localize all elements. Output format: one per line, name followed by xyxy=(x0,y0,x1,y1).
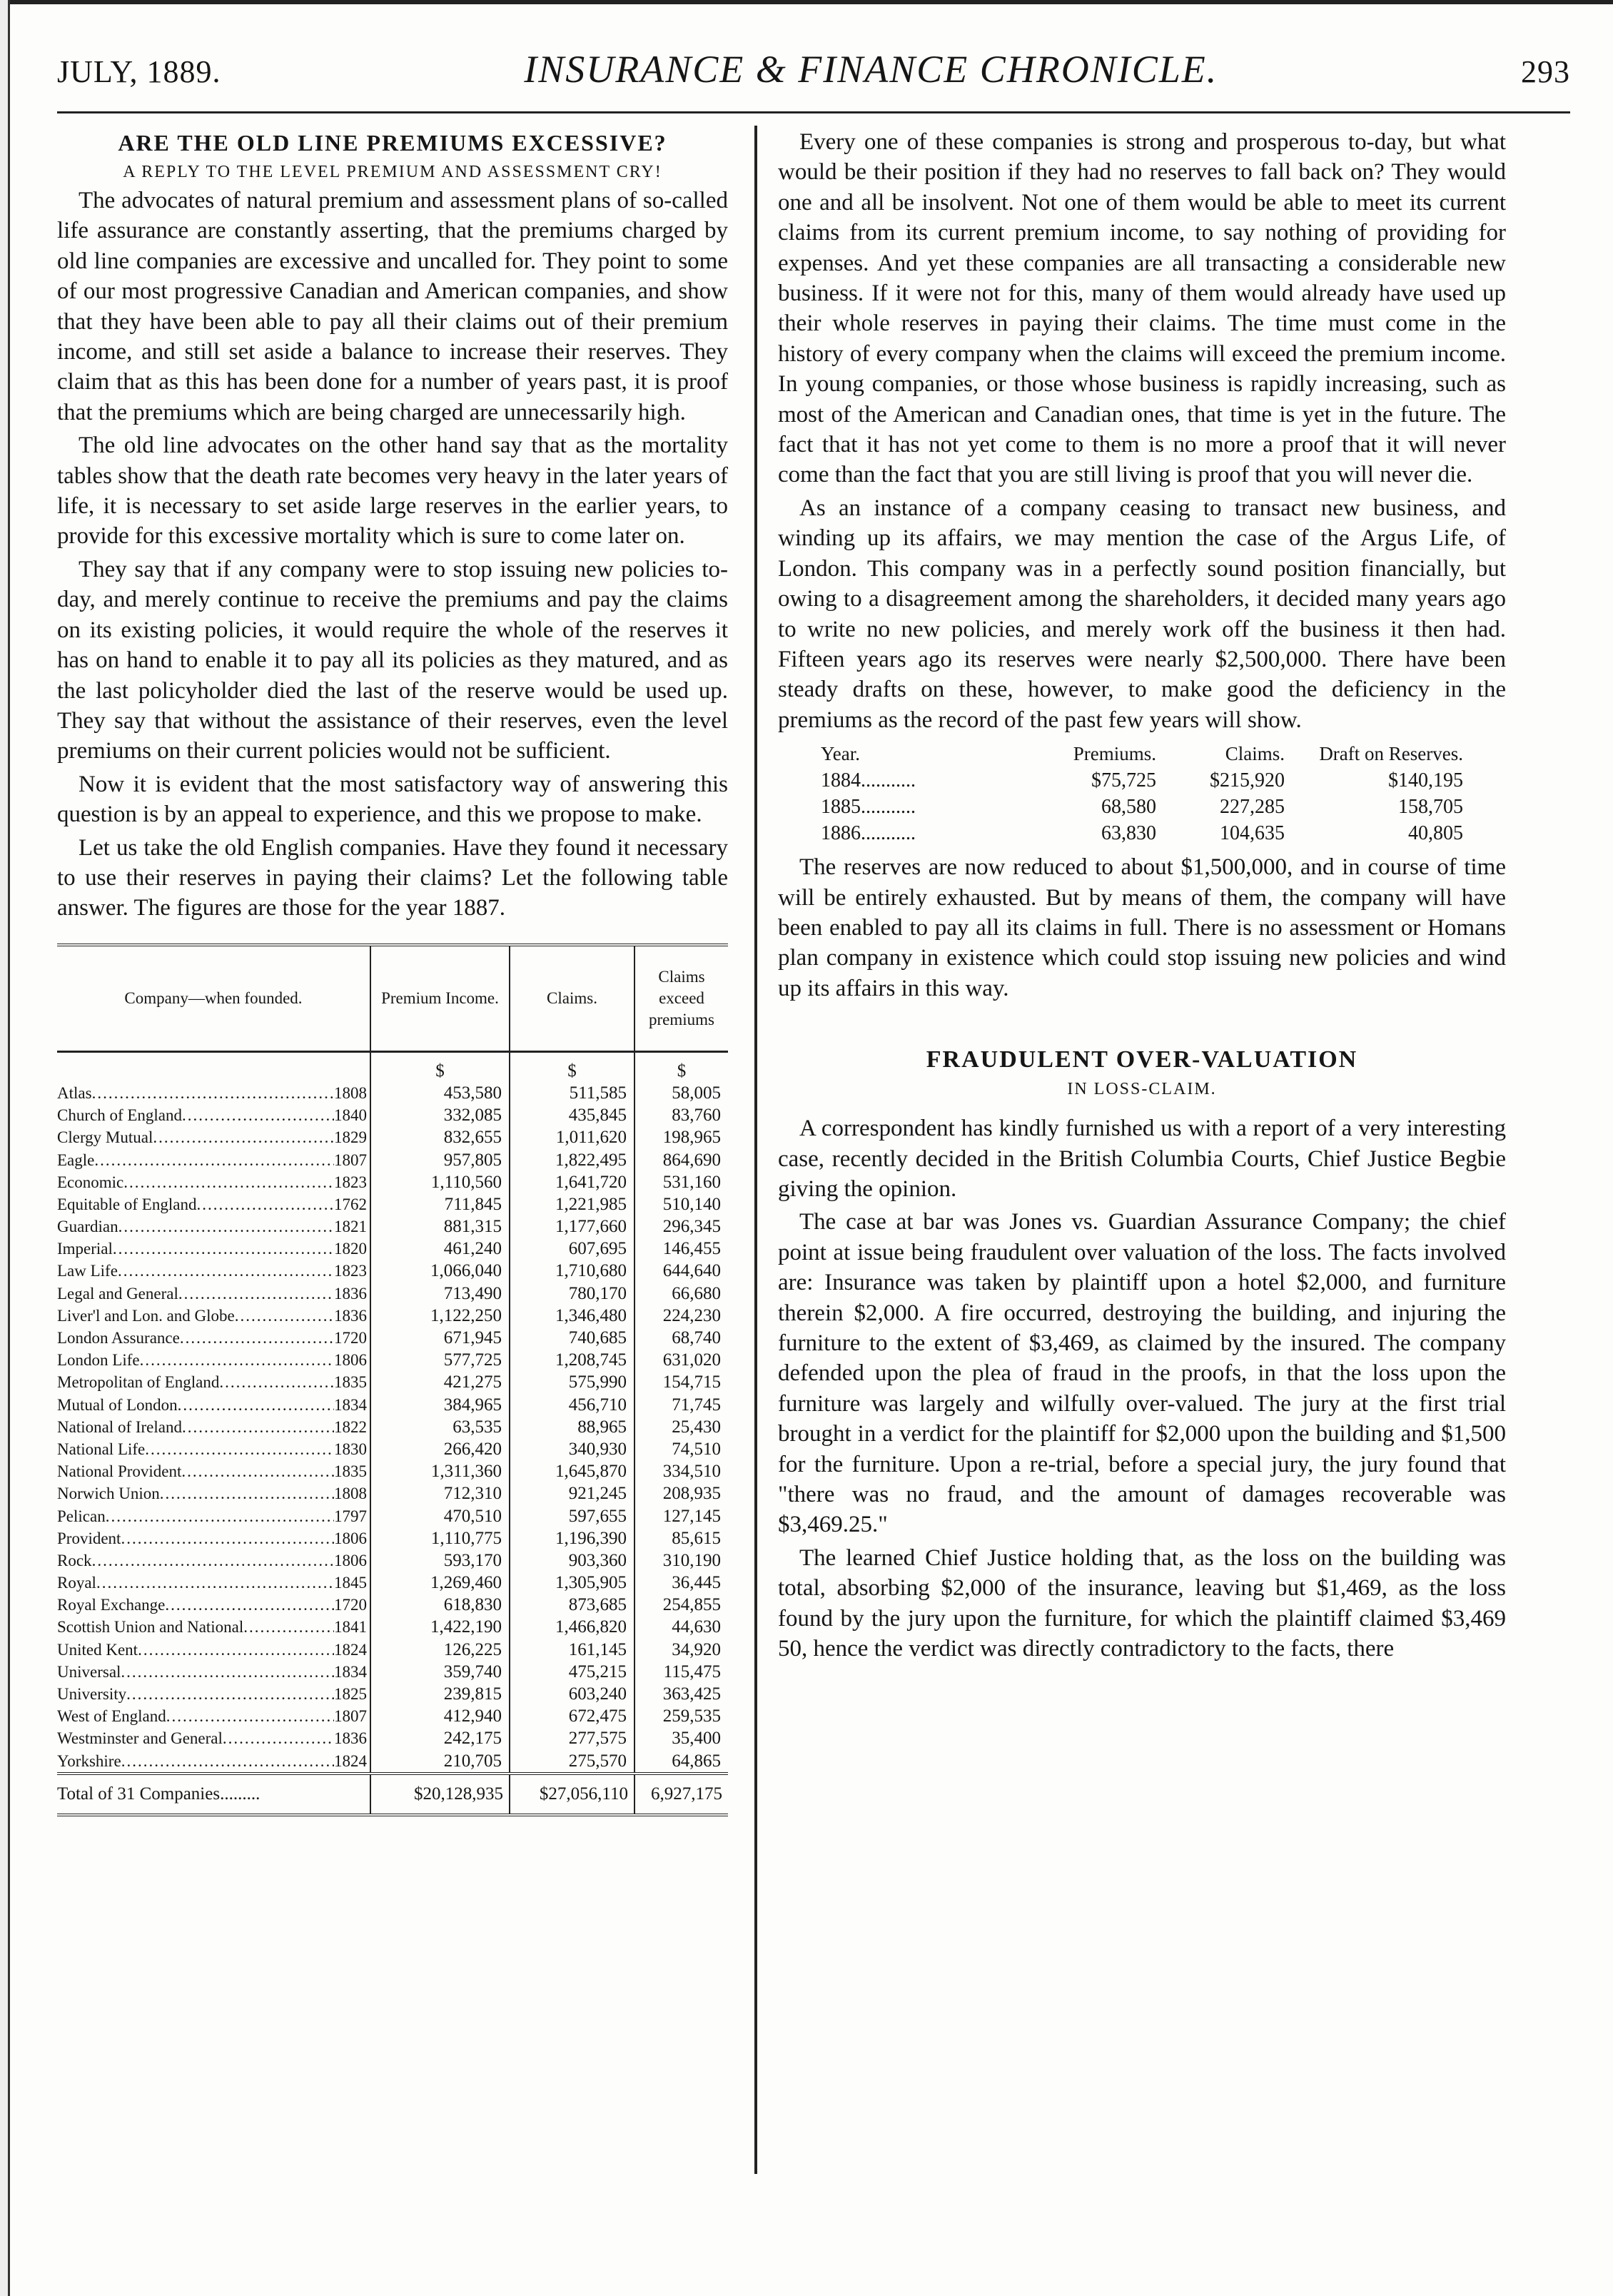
table-cell-claims: 740,685 xyxy=(568,1328,627,1347)
table-cell-claims: 475,215 xyxy=(568,1662,627,1681)
table-cell-claims: 1,822,495 xyxy=(555,1150,627,1170)
table-cell-premium: 1,269,460 xyxy=(430,1573,502,1593)
article-headline: ARE THE OLD LINE PREMIUMS EXCESSIVE? xyxy=(118,130,667,156)
company-name: Mutual of London xyxy=(57,1395,178,1414)
leader-dots xyxy=(235,1305,334,1327)
company-founded-year: 1821 xyxy=(334,1218,367,1236)
table-cell-claims: 607,695 xyxy=(568,1239,627,1259)
publication-title: INSURANCE & FINANCE CHRONICLE. xyxy=(524,48,1218,91)
table-cell-premium: 242,175 xyxy=(443,1729,502,1749)
table-cell-excess: 85,615 xyxy=(672,1528,721,1548)
company-founded-year: 1836 xyxy=(334,1306,367,1325)
leader-dots xyxy=(118,1215,334,1238)
table-row-company xyxy=(57,1305,370,1327)
company-name: Church of England xyxy=(57,1106,183,1125)
table-cell-claims: 597,655 xyxy=(568,1506,627,1526)
argus-header-row xyxy=(821,741,1463,767)
table-row-company xyxy=(57,1705,370,1727)
table-cell-excess: 254,855 xyxy=(662,1595,721,1615)
leader-dots xyxy=(121,1527,334,1549)
table-row-company xyxy=(57,1082,370,1104)
argus-year: 1886........... xyxy=(821,822,916,845)
leader-dots xyxy=(182,1416,334,1438)
table-row-company xyxy=(57,1394,370,1416)
table-cell-premium: 239,815 xyxy=(443,1684,502,1704)
table-cell-claims: 672,475 xyxy=(568,1706,627,1726)
table-cell-claims: 903,360 xyxy=(568,1550,627,1570)
table-cell-claims: 1,221,985 xyxy=(555,1194,627,1214)
total-claims: $27,056,110 xyxy=(510,1775,635,1814)
table-cell-excess: 35,400 xyxy=(672,1729,721,1749)
table-cell-premium: 461,240 xyxy=(443,1239,502,1259)
company-founded-year: 1807 xyxy=(334,1150,367,1169)
company-name: Universal xyxy=(57,1662,121,1681)
company-founded-year: 1762 xyxy=(334,1195,367,1213)
table-row-company xyxy=(57,1349,370,1371)
table-row-company xyxy=(57,1482,370,1504)
total-label: Total of 31 Companies......... xyxy=(57,1775,371,1814)
leader-dots xyxy=(178,1394,334,1416)
leader-dots xyxy=(145,1438,334,1460)
company-name: Scottish Union and National xyxy=(57,1618,244,1637)
table-cell-premium: 384,965 xyxy=(443,1395,502,1415)
leader-dots xyxy=(96,1572,334,1594)
table-row-company xyxy=(57,1283,370,1305)
table-cell-excess: 146,455 xyxy=(662,1239,721,1259)
company-founded-year: 1825 xyxy=(334,1685,367,1703)
total-premium: $20,128,935 xyxy=(371,1775,510,1814)
table-cell-excess: 25,430 xyxy=(672,1417,721,1437)
table-cell-claims: 277,575 xyxy=(568,1729,627,1749)
table-row-company xyxy=(57,1460,370,1482)
argus-table xyxy=(821,741,1463,846)
company-founded-year: 1807 xyxy=(334,1707,367,1726)
claims-currency: $ xyxy=(567,1061,577,1081)
article-paragraph: As an instance of a company ceasing to transact new business, and winding up its affairs, we may mention the case of the Argus Life, of London. This company was in a perfectly sound position financially, but owing to a disagreement among the shareholders, it decided many years ago to write no new policies, and merely work off the business it then had. Fifteen years ago its reserves were nearly $2,500,000. There have been steady drafts on these, however, to make good the deficiency in the premiums as the record of the past few years will show. xyxy=(778,495,1506,733)
table-row-company xyxy=(57,1594,370,1616)
argus-premiums: $75,725 xyxy=(1091,769,1156,792)
table-cell-claims: 456,710 xyxy=(568,1395,627,1415)
company-name: London Assurance xyxy=(57,1329,180,1347)
excess-column xyxy=(635,1053,728,1772)
table-cell-premium: 671,945 xyxy=(443,1328,502,1347)
table-cell-premium: 359,740 xyxy=(443,1662,502,1681)
table-cell-claims: 1,710,680 xyxy=(555,1261,627,1281)
company-founded-year: 1845 xyxy=(334,1574,367,1592)
company-founded-year: 1820 xyxy=(334,1240,367,1258)
table-cell-premium: 593,170 xyxy=(443,1550,502,1570)
excess-currency: $ xyxy=(677,1061,687,1081)
article-paragraph: The old line advocates on the other hand say that as the mortality tables show that the death rate becomes very heavy in the later years of life, it is necessary to set aside large reserves in the earlier years, to provide for this excessive mortality which is sure to come later on. xyxy=(57,433,728,550)
company-name: Law Life xyxy=(57,1262,118,1280)
page-header xyxy=(57,47,1570,104)
table-cell-premium: 210,705 xyxy=(443,1751,502,1771)
company-name: Imperial xyxy=(57,1240,113,1258)
company-name: National Life xyxy=(57,1440,146,1458)
company-name: Royal xyxy=(57,1574,96,1592)
company-founded-year: 1841 xyxy=(334,1618,367,1637)
table-cell-premium: 126,225 xyxy=(443,1639,502,1659)
company-name: Atlas xyxy=(57,1083,92,1102)
header-excess: Claims exceed premiums xyxy=(649,967,714,1028)
table-header xyxy=(57,944,728,1051)
company-name: Yorkshire xyxy=(57,1751,121,1770)
table-cell-claims: 1,305,905 xyxy=(555,1573,627,1593)
leader-dots xyxy=(180,1327,334,1349)
table-cell-excess: 510,140 xyxy=(662,1194,721,1214)
table-row-company xyxy=(57,1616,370,1638)
table-cell-excess: 71,745 xyxy=(672,1395,721,1415)
company-founded-year: 1840 xyxy=(334,1106,367,1125)
argus-header-draft: Draft on Reserves. xyxy=(1319,743,1463,765)
table-cell-excess: 68,740 xyxy=(672,1328,721,1347)
argus-draft: 158,705 xyxy=(1398,796,1463,819)
leader-dots xyxy=(160,1482,334,1504)
table-cell-claims: 340,930 xyxy=(568,1439,627,1459)
table-cell-premium: 63,535 xyxy=(452,1417,502,1437)
company-founded-year: 1829 xyxy=(334,1128,367,1147)
table-cell-premium: 1,066,040 xyxy=(430,1261,502,1281)
table-cell-premium: 1,110,775 xyxy=(430,1528,502,1548)
table-cell-claims: 1,177,660 xyxy=(555,1217,627,1237)
leader-dots xyxy=(92,1082,334,1104)
leader-dots xyxy=(94,1149,334,1171)
table-cell-claims: 161,145 xyxy=(568,1639,627,1659)
company-founded-year: 1806 xyxy=(334,1351,367,1370)
table-cell-premium: 577,725 xyxy=(443,1350,502,1370)
table-cell-excess: 224,230 xyxy=(662,1305,721,1325)
table-row-company xyxy=(57,1215,370,1238)
company-name: Royal Exchange xyxy=(57,1596,166,1614)
argus-header-year: Year. xyxy=(821,743,861,765)
table-cell-claims: 873,685 xyxy=(568,1595,627,1615)
premium-column xyxy=(371,1053,510,1772)
table-cell-premium: 1,110,560 xyxy=(430,1172,502,1192)
right-column xyxy=(778,127,1506,1667)
article-subhead: A REPLY TO THE LEVEL PREMIUM AND ASSESSMENT CRY! xyxy=(123,163,662,181)
argus-draft: $140,195 xyxy=(1388,769,1463,792)
table-cell-claims: 1,196,390 xyxy=(555,1528,627,1548)
table-row-company xyxy=(57,1727,370,1749)
table-cell-premium: 1,122,250 xyxy=(430,1305,502,1325)
argus-premiums: 68,580 xyxy=(1101,796,1156,819)
company-name: University xyxy=(57,1685,127,1703)
leader-dots xyxy=(121,1750,334,1772)
table-cell-claims: 1,346,480 xyxy=(555,1305,627,1325)
table-cell-excess: 310,190 xyxy=(662,1550,721,1570)
company-founded-year: 1806 xyxy=(334,1551,367,1569)
leader-dots xyxy=(165,1594,334,1616)
scan-left-edge xyxy=(0,0,10,2296)
table-cell-claims: 1,466,820 xyxy=(555,1617,627,1637)
leader-dots xyxy=(182,1104,334,1126)
company-founded-year: 1823 xyxy=(334,1262,367,1280)
argus-year: 1885........... xyxy=(821,796,916,819)
table-row-company xyxy=(57,1149,370,1171)
article2-headline: FRAUDULENT OVER-VALUATION xyxy=(926,1046,1358,1073)
table-row-company xyxy=(57,1549,370,1572)
table-cell-premium: 332,085 xyxy=(443,1106,502,1126)
argus-claims: 104,635 xyxy=(1220,822,1285,845)
table-row-company xyxy=(57,1193,370,1215)
article-paragraph: Now it is evident that the most satisfactory way of answering this question is by an appeal to experience, and this we propose to make. xyxy=(57,771,728,828)
company-name: National of Ireland xyxy=(57,1417,182,1436)
header-company: Company—when founded. xyxy=(57,946,371,1051)
header-premium: Premium Income. xyxy=(371,946,510,1051)
company-name: Norwich Union xyxy=(57,1485,160,1503)
table-cell-premium: 1,311,360 xyxy=(430,1462,502,1482)
company-name: Metropolitan of England xyxy=(57,1373,220,1392)
table-cell-excess: 66,680 xyxy=(672,1283,721,1303)
table-cell-claims: 603,240 xyxy=(568,1684,627,1704)
company-name: Economic xyxy=(57,1173,124,1191)
table-cell-excess: 83,760 xyxy=(672,1106,721,1126)
company-founded-year: 1806 xyxy=(334,1529,367,1547)
table-cell-excess: 64,865 xyxy=(672,1751,721,1771)
company-founded-year: 1824 xyxy=(334,1640,367,1659)
table-cell-claims: 1,208,745 xyxy=(555,1350,627,1370)
table-cell-excess: 259,535 xyxy=(662,1706,721,1726)
article2-paragraph: A correspondent has kindly furnished us with a report of a very interesting case, recently decided in the British Columbia Courts, Chief Justice Begbie giving the opinion. xyxy=(778,1116,1506,1202)
table-row-company xyxy=(57,1683,370,1705)
left-column xyxy=(57,127,728,1816)
argus-row xyxy=(821,767,1463,794)
leader-dots xyxy=(113,1238,334,1260)
company-founded-year: 1834 xyxy=(334,1395,367,1414)
article2-subhead: IN LOSS-CLAIM. xyxy=(1067,1080,1217,1099)
table-cell-excess: 631,020 xyxy=(662,1350,721,1370)
leader-dots xyxy=(92,1549,334,1572)
table-cell-excess: 644,640 xyxy=(662,1261,721,1281)
article-paragraph: The advocates of natural premium and assessment plans of so-called life assurance are constantly asserting, that the premiums charged by old line companies are excessive and uncalled for. They point to some of our most progressive Canadian and American companies, and show that they have been able to pay all their claims out of their premium income, and still set aside a balance to increase their reserves. They claim that as this has been done for a number of years past, it is proof that the premiums which are being charged are unnecessarily high. xyxy=(57,188,728,425)
company-founded-year: 1720 xyxy=(334,1329,367,1347)
leader-dots xyxy=(153,1126,334,1148)
leader-dots xyxy=(181,1460,334,1482)
argus-header-claims: Claims. xyxy=(1225,743,1285,765)
leader-dots xyxy=(178,1283,334,1305)
scan-top-edge xyxy=(0,0,1613,4)
table-cell-excess: 74,510 xyxy=(672,1439,721,1459)
table-cell-excess: 363,425 xyxy=(662,1684,721,1704)
article-paragraph: The reserves are now reduced to about $1,500,000, and in course of time will be entirely exhausted. But by means of them, the company will have been enabled to pay all its claims in full. There is no assessment or Homans plan company in existence which could stop issuing new policies and wind up its affairs in this way. xyxy=(778,854,1506,1001)
issue-date: JULY, 1889. xyxy=(57,54,221,89)
table-row-company xyxy=(57,1572,370,1594)
leader-dots xyxy=(166,1705,334,1727)
leader-dots xyxy=(126,1683,334,1705)
table-cell-excess: 115,475 xyxy=(663,1662,721,1681)
companies-table xyxy=(57,944,728,1816)
company-name: Westminster and General xyxy=(57,1729,223,1748)
leader-dots xyxy=(243,1616,334,1638)
table-cell-premium: 453,580 xyxy=(443,1083,502,1103)
table-row-company xyxy=(57,1371,370,1393)
table-cell-claims: 780,170 xyxy=(568,1283,627,1303)
table-cell-claims: 921,245 xyxy=(568,1484,627,1504)
article-paragraph: They say that if any company were to stop issuing new policies to-day, and merely continue to receive the premiums and pay the claims on its existing policies, it would require the whole of the reserves it has on hand to enable it to pay all its policies as they matured, and as the last policyholder died the last of the reserve would be used up. They say that without the assistance of their reserves, even the level premiums on their current policies would not be sufficient. xyxy=(57,556,728,764)
table-cell-premium: 412,940 xyxy=(443,1706,502,1726)
company-name: Legal and General xyxy=(57,1284,178,1303)
table-cell-excess: 208,935 xyxy=(662,1484,721,1504)
company-name: Rock xyxy=(57,1551,92,1569)
leader-dots xyxy=(140,1349,334,1371)
company-founded-year: 1836 xyxy=(334,1729,367,1748)
table-cell-claims: 1,011,620 xyxy=(555,1128,627,1148)
table-row-company xyxy=(57,1639,370,1661)
article-paragraph: Let us take the old English companies. Have they found it necessary to use their reserves in paying their claims? Let the following table answer. The figures are those for the year 1887. xyxy=(57,834,728,921)
table-row-company xyxy=(57,1438,370,1460)
leader-dots xyxy=(219,1371,334,1393)
argus-claims: 227,285 xyxy=(1220,796,1285,819)
leader-dots xyxy=(118,1260,334,1282)
table-cell-excess: 58,005 xyxy=(672,1083,721,1103)
column-divider xyxy=(754,126,757,2174)
table-cell-premium: 881,315 xyxy=(443,1217,502,1237)
company-founded-year: 1835 xyxy=(334,1462,367,1481)
table-cell-premium: 957,805 xyxy=(443,1150,502,1170)
total-excess: 6,927,175 xyxy=(651,1784,722,1804)
table-cell-excess: 296,345 xyxy=(662,1217,721,1237)
table-cell-premium: 421,275 xyxy=(443,1372,502,1392)
table-cell-claims: 275,570 xyxy=(568,1751,627,1771)
table-cell-claims: 1,641,720 xyxy=(555,1172,627,1192)
table-row-company xyxy=(57,1527,370,1549)
table-cell-claims: 575,990 xyxy=(568,1372,627,1392)
company-founded-year: 1822 xyxy=(334,1417,367,1436)
company-founded-year: 1720 xyxy=(334,1596,367,1614)
table-row-company xyxy=(57,1327,370,1349)
company-founded-year: 1830 xyxy=(334,1440,367,1458)
table-cell-premium: 618,830 xyxy=(443,1595,502,1615)
table-cell-excess: 154,715 xyxy=(662,1372,721,1392)
leader-dots xyxy=(138,1639,334,1661)
company-name: Liver'l and Lon. and Globe xyxy=(57,1306,235,1325)
table-cell-excess: 531,160 xyxy=(662,1172,721,1192)
article-paragraph: Every one of these companies is strong and prosperous to-day, but what would be their position if they had no reserves to fall back on? They would one and all be insolvent. Not one of them would be able to meet its current claims from its current premium income, to say nothing of providing for expenses. And yet these companies are all transacting a considerable new business. If it were not for this, many of them would already have used up their whole reserves in paying their claims. The time must come in the history of every company when the claims will exceed the premium income. In young companies, or those whose business is rapidly increasing, such as most of the American and Canadian ones, that time is yet in the future. The fact that it has not yet come to them is no more a proof that it will never come than the fact that you are still living is proof that you will never die. xyxy=(778,129,1506,488)
company-founded-year: 1835 xyxy=(334,1373,367,1392)
table-cell-claims: 88,965 xyxy=(577,1417,627,1437)
company-name: West of England xyxy=(57,1707,166,1726)
table-cell-claims: 435,845 xyxy=(568,1106,627,1126)
table-row-company xyxy=(57,1171,370,1193)
table-cell-premium: 711,845 xyxy=(444,1194,502,1214)
table-cell-excess: 127,145 xyxy=(662,1506,721,1526)
table-row-company xyxy=(57,1238,370,1260)
article2-paragraph: The learned Chief Justice holding that, as the loss on the building was total, absorbing $2,000 of the insurance, leaving but $1,469, as the loss found by the jury upon the furniture, for which the plaintiff claimed $3,469 50, hence the verdict was directly contradictory to the facts, there xyxy=(778,1544,1506,1662)
table-body xyxy=(57,1051,728,1772)
leader-dots xyxy=(196,1193,334,1215)
company-founded-year: 1824 xyxy=(334,1751,367,1770)
company-name: Provident xyxy=(57,1529,121,1547)
table-cell-premium: 470,510 xyxy=(443,1506,502,1526)
table-cell-excess: 36,445 xyxy=(672,1573,721,1593)
leader-dots xyxy=(223,1727,334,1749)
company-name: Guardian xyxy=(57,1218,118,1236)
table-cell-excess: 34,920 xyxy=(672,1639,721,1659)
table-row-company xyxy=(57,1750,370,1772)
table-total-row xyxy=(57,1772,728,1816)
page-number: 293 xyxy=(1521,54,1570,89)
company-name: Clergy Mutual xyxy=(57,1128,153,1147)
company-founded-year: 1836 xyxy=(334,1284,367,1303)
claims-column xyxy=(510,1053,635,1772)
table-row-company xyxy=(57,1416,370,1438)
table-cell-premium: 1,422,190 xyxy=(430,1617,502,1637)
table-cell-excess: 864,690 xyxy=(662,1150,721,1170)
table-row-company xyxy=(57,1104,370,1126)
argus-header-premiums: Premiums. xyxy=(1073,743,1156,765)
table-row-company xyxy=(57,1126,370,1148)
leader-dots xyxy=(123,1171,334,1193)
table-row-company xyxy=(57,1505,370,1527)
company-founded-year: 1808 xyxy=(334,1485,367,1503)
company-name: Pelican xyxy=(57,1507,106,1525)
table-cell-excess: 198,965 xyxy=(662,1128,721,1148)
company-founded-year: 1797 xyxy=(334,1507,367,1525)
table-cell-premium: 832,655 xyxy=(443,1128,502,1148)
table-cell-excess: 334,510 xyxy=(662,1462,721,1482)
article2-paragraph: The case at bar was Jones vs. Guardian Assurance Company; the chief point at issue being fraudulent over valuation of the loss. The facts involved are: Insurance was taken by plaintiff upon a hotel $2,000, and furniture therein $2,000. A fire occurred, destroying the building, and injuring the furniture to the extent of $3,469, as claimed by the insured. The company defended upon the plea of fraud in the proofs, in that the loss upon the furniture was largely and wilfully over-valued. The jury at the first trial brought in a verdict for the plaintiff for $2,000 upon the building and $1,500 for the furniture. Upon a re-trial, before a special jury, the jury found that "there was no fraud, and the amount of damages recoverable was $3,469.25." xyxy=(778,1209,1506,1538)
table-cell-premium: 712,310 xyxy=(443,1484,502,1504)
table-cell-claims: 511,585 xyxy=(569,1083,627,1103)
leader-dots xyxy=(121,1661,334,1683)
table-row-company xyxy=(57,1260,370,1282)
argus-year: 1884........... xyxy=(821,769,916,792)
header-claims: Claims. xyxy=(510,946,635,1051)
company-name: London Life xyxy=(57,1351,140,1370)
company-founded-year: 1834 xyxy=(334,1662,367,1681)
table-cell-claims: 1,645,870 xyxy=(555,1462,627,1482)
argus-premiums: 63,830 xyxy=(1101,822,1156,845)
company-founded-year: 1808 xyxy=(334,1083,367,1102)
argus-row xyxy=(821,794,1463,820)
company-name: Equitable of England xyxy=(57,1195,197,1213)
table-cell-premium: 713,490 xyxy=(443,1283,502,1303)
table-cell-premium: 266,420 xyxy=(443,1439,502,1459)
table-row-company xyxy=(57,1661,370,1683)
leader-dots xyxy=(106,1505,334,1527)
argus-claims: $215,920 xyxy=(1210,769,1285,792)
header-rule xyxy=(57,111,1570,113)
argus-draft: 40,805 xyxy=(1408,822,1463,845)
argus-row xyxy=(821,820,1463,846)
company-founded-year: 1823 xyxy=(334,1173,367,1191)
table-cell-excess: 44,630 xyxy=(672,1617,721,1637)
company-name: Eagle xyxy=(57,1150,95,1169)
company-name: United Kent xyxy=(57,1640,138,1659)
premium-currency: $ xyxy=(435,1061,445,1081)
company-name: National Provident xyxy=(57,1462,182,1481)
company-column xyxy=(57,1053,371,1772)
